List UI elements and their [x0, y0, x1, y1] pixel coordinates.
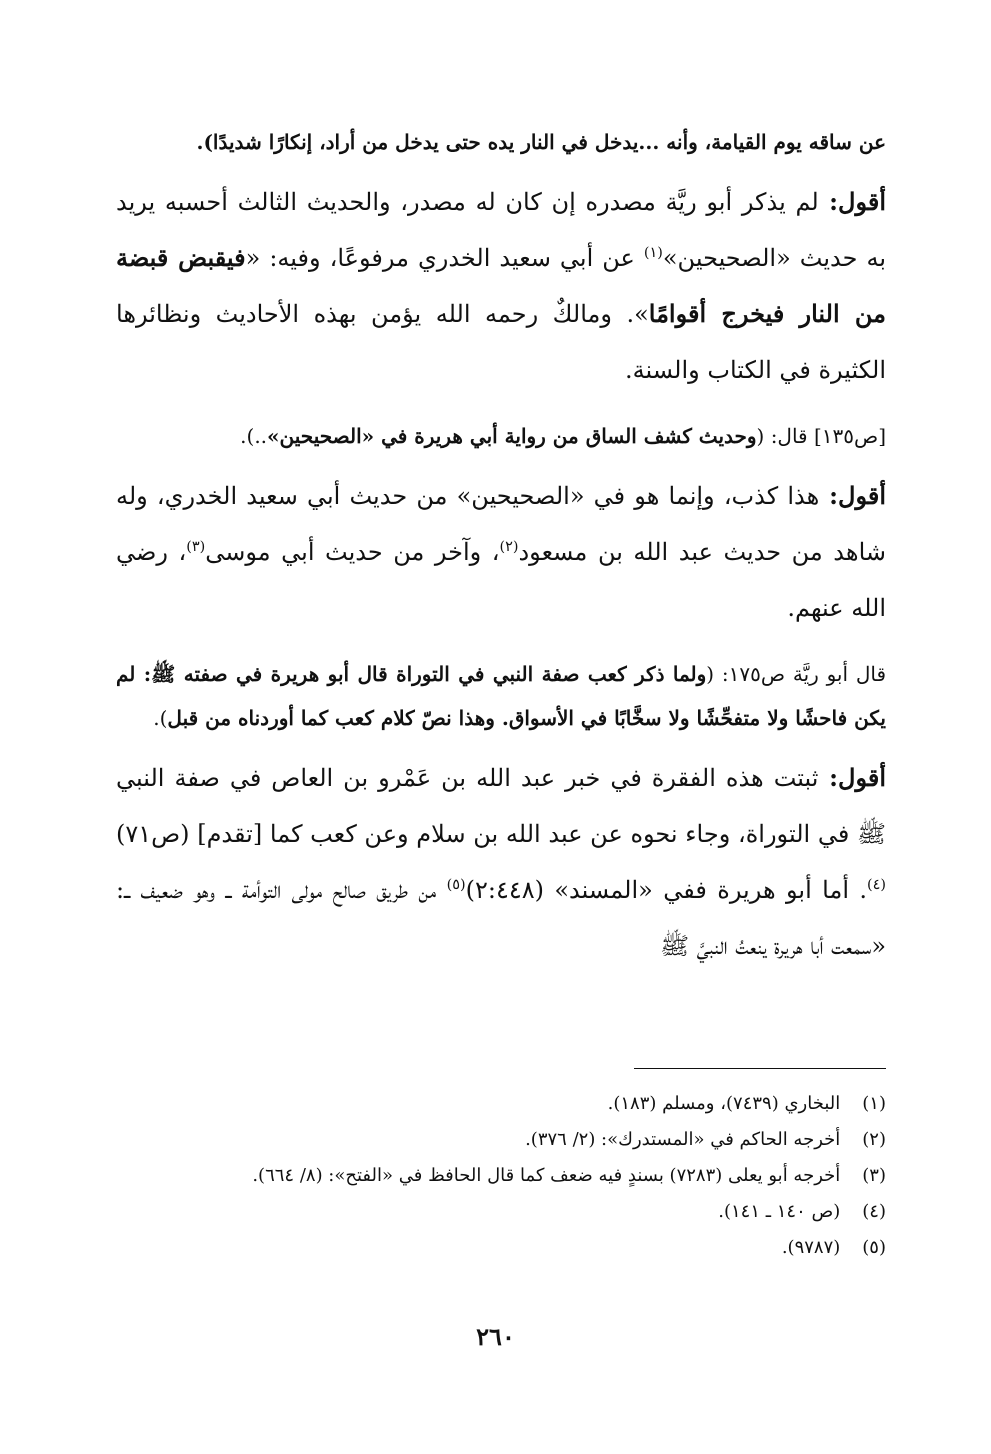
- footnote-ref: (٢): [499, 539, 519, 555]
- footnote-number: (٣): [862, 1165, 886, 1186]
- bold-text: وحديث كشف الساق من رواية أبي هريرة في «الصحيحين»: [267, 424, 757, 448]
- footnote-text: أخرجه أبو يعلى (٧٢٨٣) بسندٍ فيه ضعف كما قال الحافظ في «الفتح»: (٨/ ٦٦٤).: [252, 1165, 841, 1186]
- footnote-number: (٤): [862, 1201, 886, 1222]
- main-text: [116, 120, 886, 974]
- footnote-ref: (١): [643, 245, 663, 261]
- bold-text: ولما ذكر كعب صفة النبي في التوراة قال أبو هريرة في صفته ﷺ: لم يكن فاحشًا ولا متفحِّشًا ولا سخَّابًا في الأسواق. وهذا نصّ كلام كعب كما أوردناه من قبل: [116, 662, 886, 730]
- footnote-number: (٢): [862, 1129, 886, 1150]
- footnote-number: (٥): [862, 1237, 886, 1258]
- footnote-ref: (٣): [186, 539, 206, 555]
- text-run: ». ومالكٌ رحمه الله يؤمن بهذه الأحاديث ونظائرها الكثيرة في الكتاب والسنة.: [116, 300, 886, 384]
- text-run: ، وآخر من حديث أبي موسى: [205, 538, 500, 566]
- paragraph: [116, 652, 886, 740]
- text-run: ).: [153, 706, 168, 730]
- paragraph: [116, 174, 886, 398]
- paragraph: [116, 468, 886, 636]
- footnote-text: البخاري (٧٤٣٩)، ومسلم (١٨٣).: [607, 1093, 841, 1114]
- text-run: هذا كذب، وإنما هو في «الصحيحين» من حديث أبي سعيد الخدري، وله شاهد من حديث عبد الله بن مسعود: [116, 482, 886, 566]
- bold-text: أقول:: [818, 187, 886, 216]
- footnote-number: (١): [862, 1093, 886, 1114]
- footnote: [116, 1122, 886, 1158]
- footnote: [116, 1086, 886, 1122]
- footnote: [116, 1158, 886, 1194]
- footnote-text: أخرجه الحاكم في «المستدرك»: (٢/ ٣٧٦).: [525, 1129, 841, 1150]
- footnote: [116, 1230, 886, 1266]
- text-run: ، رضي الله عنهم.: [116, 538, 886, 622]
- footnote-ref: (٤): [867, 877, 886, 893]
- footnote-ref: (٥): [446, 877, 466, 893]
- footnotes: [116, 1086, 886, 1266]
- paragraph: [116, 750, 886, 974]
- bold-text: عن ساقه يوم القيامة، وأنه ...يدخل في النار يده حتى يدخل من أراد، إنكارًا شديدًا).: [196, 130, 886, 154]
- text-run: من طريق صالح مولى التوأمة ــ وهو ضعيف ــ: «سمعت أبا هريرة ينعتُ النبيَّ ﷺ: [116, 876, 886, 960]
- paragraph: [116, 120, 886, 164]
- footnote-separator: [634, 1068, 886, 1069]
- bold-text: أقول:: [818, 763, 886, 792]
- text-run: . أما أبو هريرة ففي «المسند» (٢:٤٤٨): [465, 876, 868, 904]
- text-run: عن أبي سعيد الخدري مرفوعًا، وفيه: «: [245, 244, 644, 272]
- footnote-text: (٩٧٨٧).: [781, 1237, 841, 1258]
- footnote: [116, 1194, 886, 1230]
- text-run: ثبتت هذه الفقرة في خبر عبد الله بن عَمْرو بن العاص في صفة النبي ﷺ في التوراة، وجاء نحوه عن عبد الله بن سلام وعن كعب كما [تقدم] (ص٧١): [116, 764, 886, 848]
- text-run: قال أبو ريَّة ص١٧٥: (: [706, 662, 887, 686]
- bold-text: أقول:: [819, 481, 886, 510]
- text-run: لم يذكر أبو ريَّة مصدره إن كان له مصدر، والحديث الثالث أحسبه يريد به حديث «الصحيحين»: [116, 188, 887, 272]
- bold-text: فيقبض قبضة من النار فيخرج أقوامًا: [116, 243, 886, 328]
- text-run: ..).: [240, 424, 268, 448]
- footnote-text: (ص ١٤٠ ـ ١٤١).: [718, 1201, 841, 1222]
- text-run: [ص١٣٥] قال: (: [756, 424, 886, 448]
- page-number: ٢٦٠: [476, 1322, 515, 1351]
- paragraph: [116, 414, 886, 458]
